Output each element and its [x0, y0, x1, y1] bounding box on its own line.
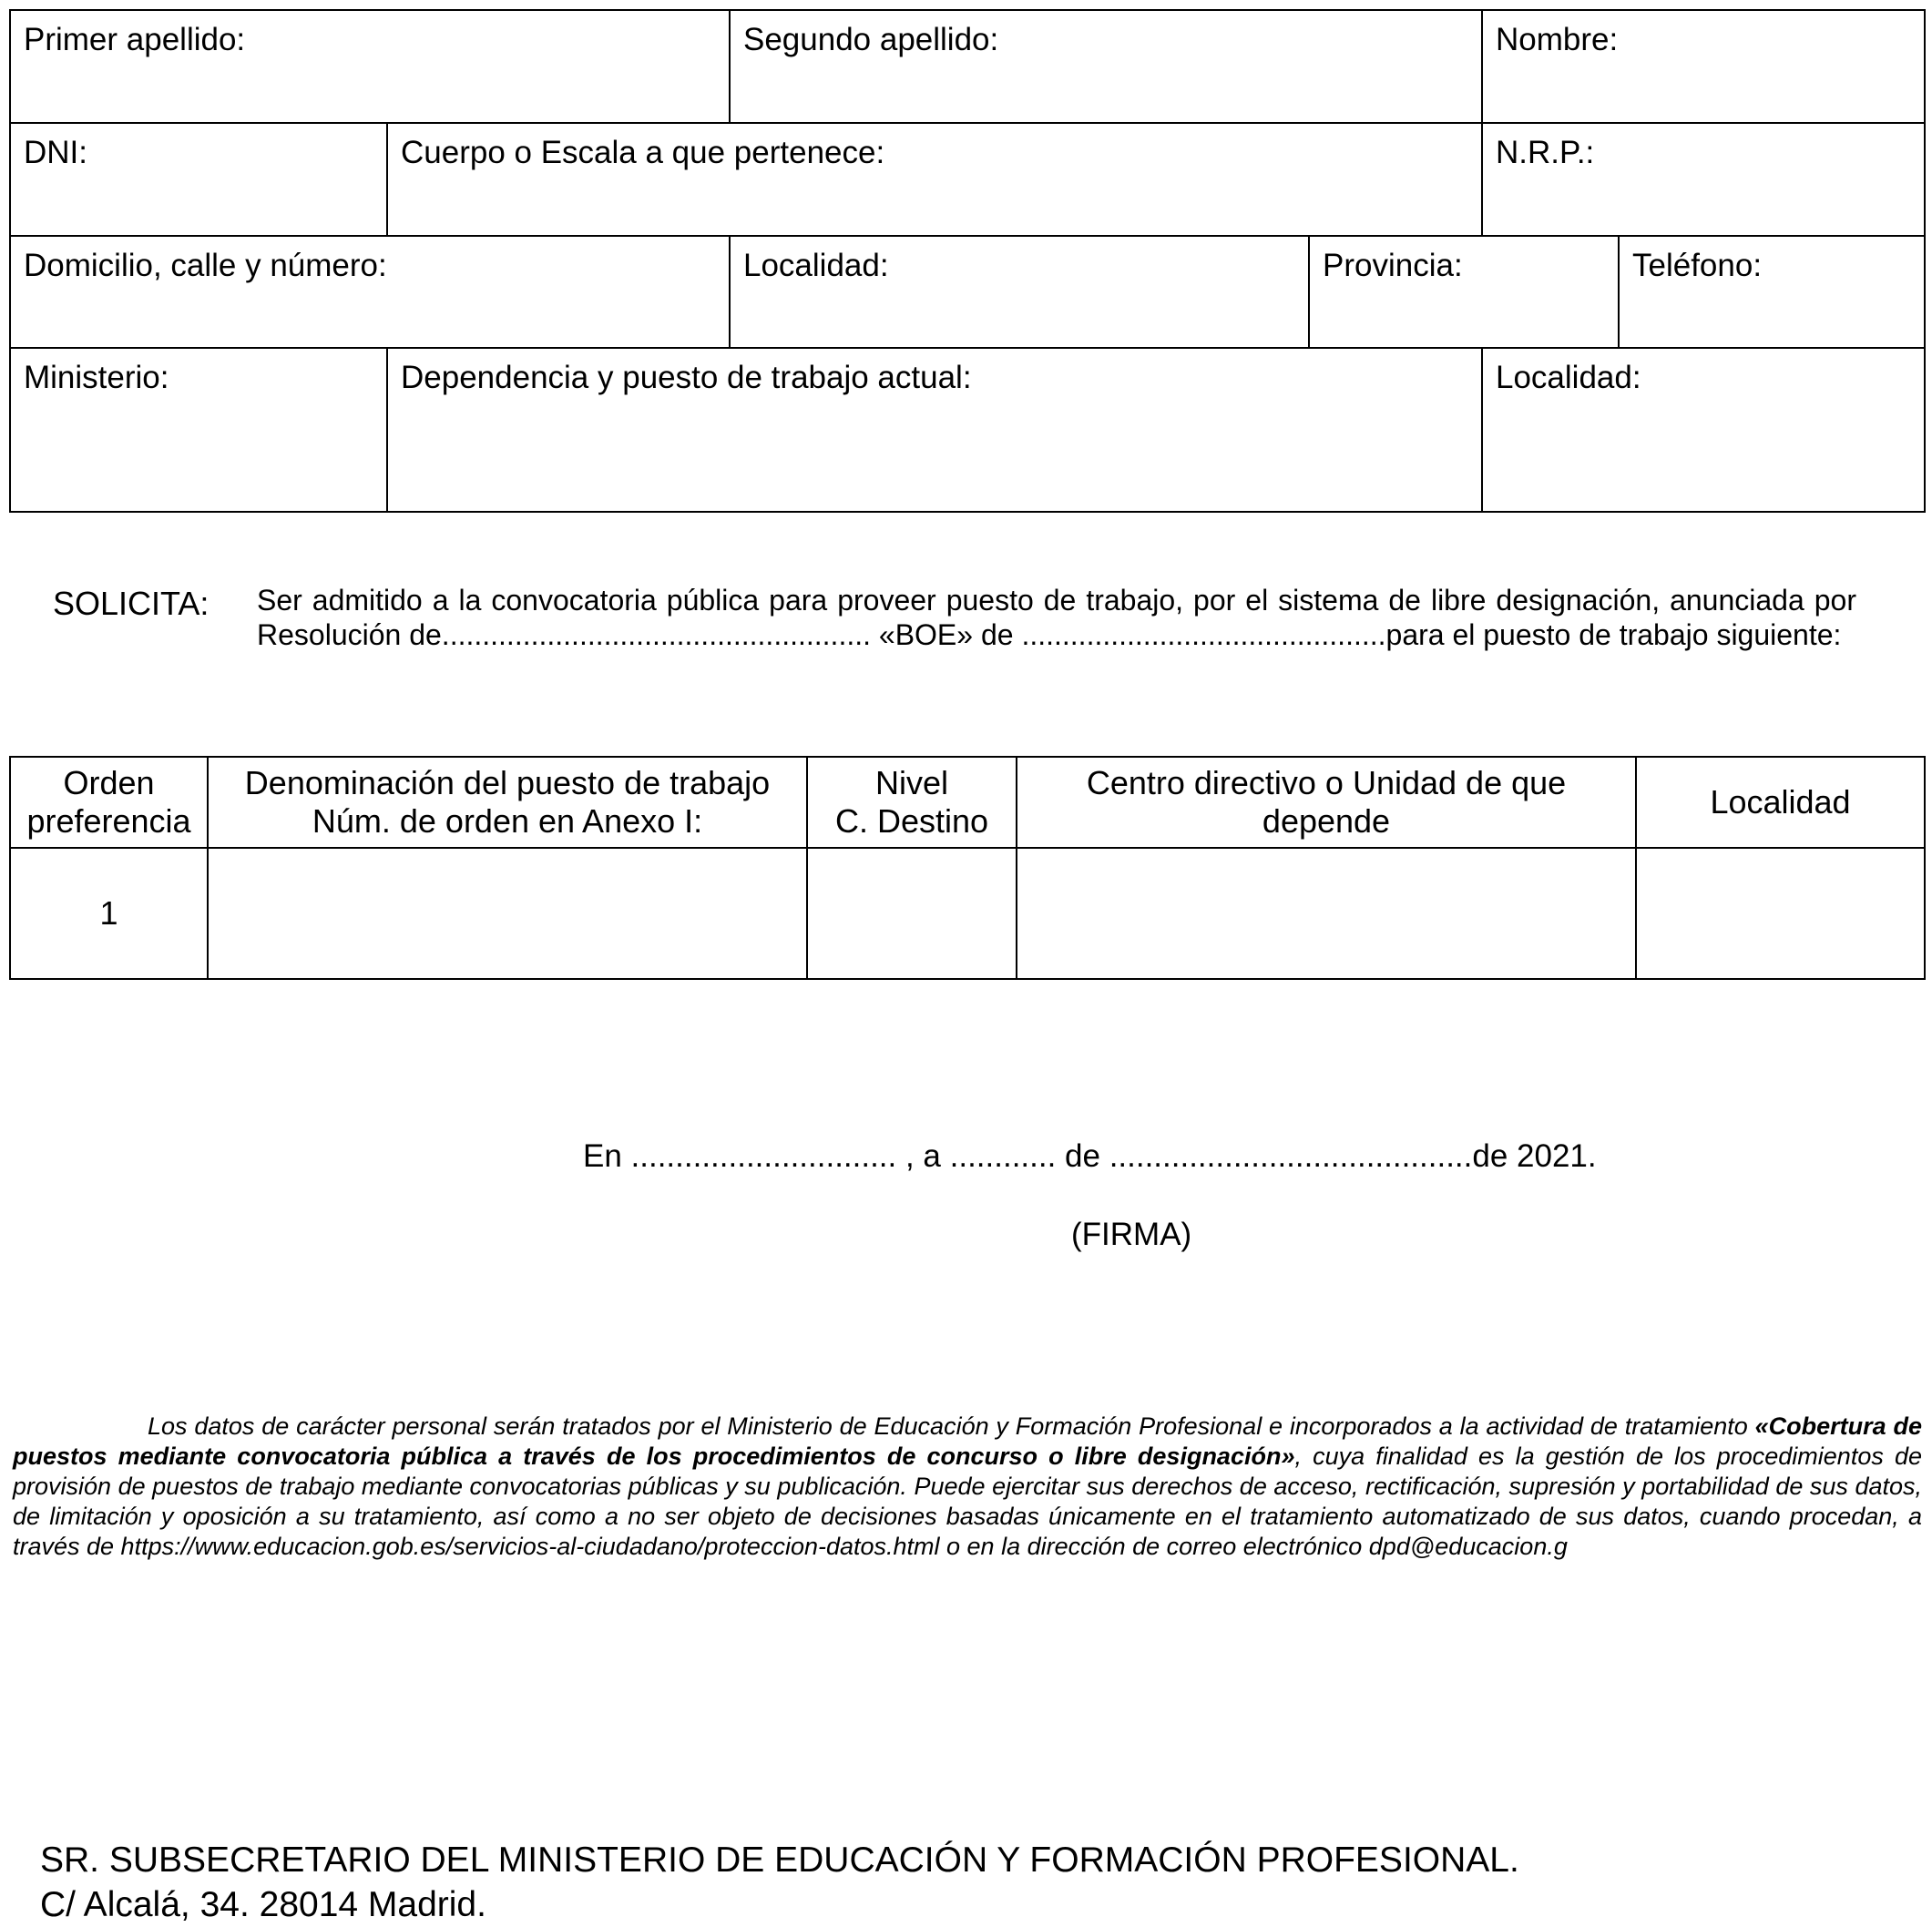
- date-line: En .............................. , a ............ de .........................................de 2021.: [583, 1138, 1597, 1174]
- localidad-field[interactable]: [730, 236, 1309, 348]
- ministerio-label: Ministerio:: [24, 360, 169, 395]
- localidad-label: Localidad:: [743, 248, 889, 283]
- privacy-notice: [13, 1412, 1922, 1562]
- dependencia-label: Dependencia y puesto de trabajo actual:: [401, 360, 972, 395]
- header-denominacion-text: Denominación del puesto de trabajo Núm. de orden en Anexo I:: [244, 764, 771, 840]
- cell-centro[interactable]: [1017, 848, 1636, 979]
- addressee-address: C/ Alcalá, 34. 28014 Madrid.: [40, 1885, 486, 1924]
- localidad-actual-label: Localidad:: [1496, 360, 1641, 395]
- positions-header-row: [10, 757, 1925, 848]
- cell-orden-text: 1: [99, 894, 118, 932]
- domicilio-field[interactable]: [10, 236, 730, 348]
- provincia-label: Provincia:: [1323, 248, 1463, 283]
- signature-label: (FIRMA): [1071, 1217, 1192, 1252]
- header-centro: [1017, 757, 1636, 848]
- cell-denominacion[interactable]: [208, 848, 807, 979]
- header-orden: [10, 757, 208, 848]
- privacy-activity-name: «Cobertura de puestos mediante convocatoria pública a través de los procedimientos de concurso o libre designación»: [13, 1412, 1922, 1470]
- cuerpo-label: Cuerpo o Escala a que pertenece:: [401, 135, 885, 170]
- positions-table: [9, 756, 1926, 980]
- cell-nivel[interactable]: [807, 848, 1017, 979]
- solicita-label: SOLICITA:: [53, 585, 210, 622]
- nombre-label: Nombre:: [1496, 22, 1619, 57]
- ministerio-field[interactable]: [10, 348, 387, 512]
- nrp-field[interactable]: [1482, 123, 1925, 236]
- table-row: [10, 848, 1925, 979]
- primer-apellido-field[interactable]: [10, 10, 730, 123]
- cuerpo-field[interactable]: [387, 123, 1482, 236]
- header-orden-text: Orden preferencia: [26, 764, 191, 840]
- header-nivel-text: Nivel C. Destino: [834, 764, 989, 840]
- personal-data-table: [9, 9, 1926, 513]
- provincia-field[interactable]: [1309, 236, 1619, 348]
- cell-orden: [10, 848, 208, 979]
- cell-localidad[interactable]: [1636, 848, 1925, 979]
- header-nivel: [807, 757, 1017, 848]
- telefono-field[interactable]: [1619, 236, 1925, 348]
- privacy-text-part2: , cuya finalidad es la gestión de los procedimientos de provisión de puestos de trabajo mediante convocatorias públicas y su publicación. Puede ejercitar sus derechos de acceso, rectificación, supresión y portabilidad de sus datos, de limitación y oposición a su tratamiento, así como a no ser objeto de decisiones basadas únicamente en el tratamiento automatizado de sus datos, cuando procedan, a través de https://www.educacion.gob.es/servicios-al-ciudadano/proteccion-datos.html o en la dirección de correo electrónico dpd@educacion.g: [13, 1443, 1922, 1560]
- dni-label: DNI:: [24, 135, 87, 170]
- addressee-block: [40, 1838, 1519, 1927]
- dependencia-field[interactable]: [387, 348, 1482, 512]
- header-denominacion: [208, 757, 807, 848]
- header-centro-text: Centro directivo o Unidad de que depende: [1086, 764, 1567, 840]
- header-localidad: [1636, 757, 1925, 848]
- addressee-title: SR. SUBSECRETARIO DEL MINISTERIO DE EDUCACIÓN Y FORMACIÓN PROFESIONAL.: [40, 1840, 1519, 1880]
- dni-field[interactable]: [10, 123, 387, 236]
- domicilio-label: Domicilio, calle y número:: [24, 248, 387, 283]
- nombre-field[interactable]: [1482, 10, 1925, 123]
- primer-apellido-label: Primer apellido:: [24, 22, 246, 57]
- segundo-apellido-field[interactable]: [730, 10, 1482, 123]
- telefono-label: Teléfono:: [1632, 248, 1763, 283]
- segundo-apellido-label: Segundo apellido:: [743, 22, 999, 57]
- solicita-text: Ser admitido a la convocatoria pública para proveer puesto de trabajo, por el sistema de libre designación, anunciada por Resolución de..................................................... «BOE» de .............................................para el puesto de trabajo siguiente:: [257, 584, 1856, 651]
- nrp-label: N.R.P.:: [1496, 135, 1595, 170]
- localidad-actual-field[interactable]: [1482, 348, 1925, 512]
- header-localidad-text: Localidad: [1710, 783, 1851, 821]
- privacy-text-part1: Los datos de carácter personal serán tratados por el Ministerio de Educación y Formación Profesional e incorporados a la actividad de tratamiento: [148, 1412, 1748, 1440]
